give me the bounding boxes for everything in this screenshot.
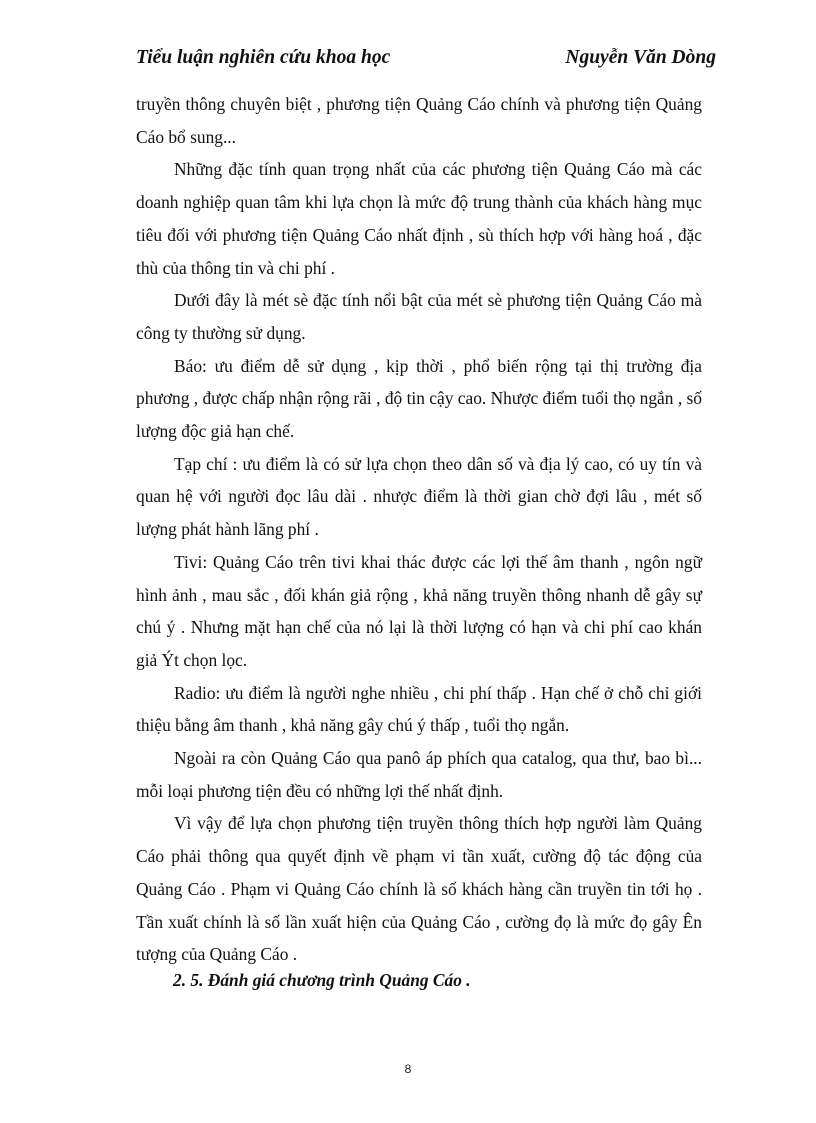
header-author: Nguyễn Văn Dòng [565,47,716,68]
page-number: 8 [404,1062,412,1076]
paragraph: Ngoài ra còn Quảng Cáo qua panô áp phích qua catalog, qua thư, bao bì... mỗi loại phương tiện đều có những lợi thế nhất định. [136,748,702,801]
paragraph: Tạp chí : ưu điểm là có sử lựa chọn theo dân số và địa lý cao, có uy tín và quan hệ với người đọc lâu dài . nhược điểm là thời gian chờ đợi lâu , mét số lượng phát hành lãng phí . [136,453,702,540]
paragraph: Báo: ưu điểm dễ sử dụng , kịp thời , phổ biến rộng tại thị trường địa phương , được chấp nhận rộng rãi , độ tin cậy cao. Nhược điểm tuổi thọ ngắn , số lượng độc giả hạn chế. [136,355,702,442]
section-heading: 2. 5. Đánh giá chương trình Quảng Cáo . [173,970,471,990]
paragraph: Vì vậy để lựa chọn phương tiện truyền thông thích hợp người làm Quảng Cáo phải thông qua quyết định về phạm vi tần xuất, cường độ tác động của Quảng Cáo . Phạm vi Quảng Cáo chính là số khách hàng cần truyền tin tới họ . Tần xuất chính là số lần xuất hiện của Quảng Cáo , cường đọ là mức đọ gây Ên tượng của Quảng Cáo . [136,813,702,965]
paragraph: Những đặc tính quan trọng nhất của các phương tiện Quảng Cáo mà các doanh nghiệp quan tâm khi lựa chọn là mức độ trung thành của khách hàng mục tiêu đối với phương tiện Quảng Cáo nhất định , sù thích hợp với hàng hoá , đặc thù của thông tin và chi phí . [136,159,702,278]
paragraph: Radio: ưu điểm là người nghe nhiều , chi phí thấp . Hạn chế ở chỗ chỉ giới thiệu bằng âm thanh , khả năng gây chú ý thấp , tuổi thọ ngắn. [136,682,702,736]
paragraph: Dưới đây là mét sè đặc tính nổi bật của mét sè phương tiện Quảng Cáo mà công ty thường sử dụng. [136,290,702,343]
page-header [136,47,716,77]
paragraph: Tivi: Quảng Cáo trên tivi khai thác được các lợi thế âm thanh , ngôn ngữ hình ảnh , mau sắc , đối khán giả rộng , khả năng truyền thông nhanh dễ gây sự chú ý . Nhưng mặt hạn chế của nó lại là thời lượng có hạn và chi phí cao khán giả Ýt chọn lọc. [136,551,702,670]
body-text [136,88,702,971]
header-title: Tiểu luận nghiên cứu khoa học [136,47,391,68]
paragraph-continuation: truyền thông chuyên biệt , phương tiện Quảng Cáo chính và phương tiện Quảng Cáo bổ sung... [136,94,702,147]
